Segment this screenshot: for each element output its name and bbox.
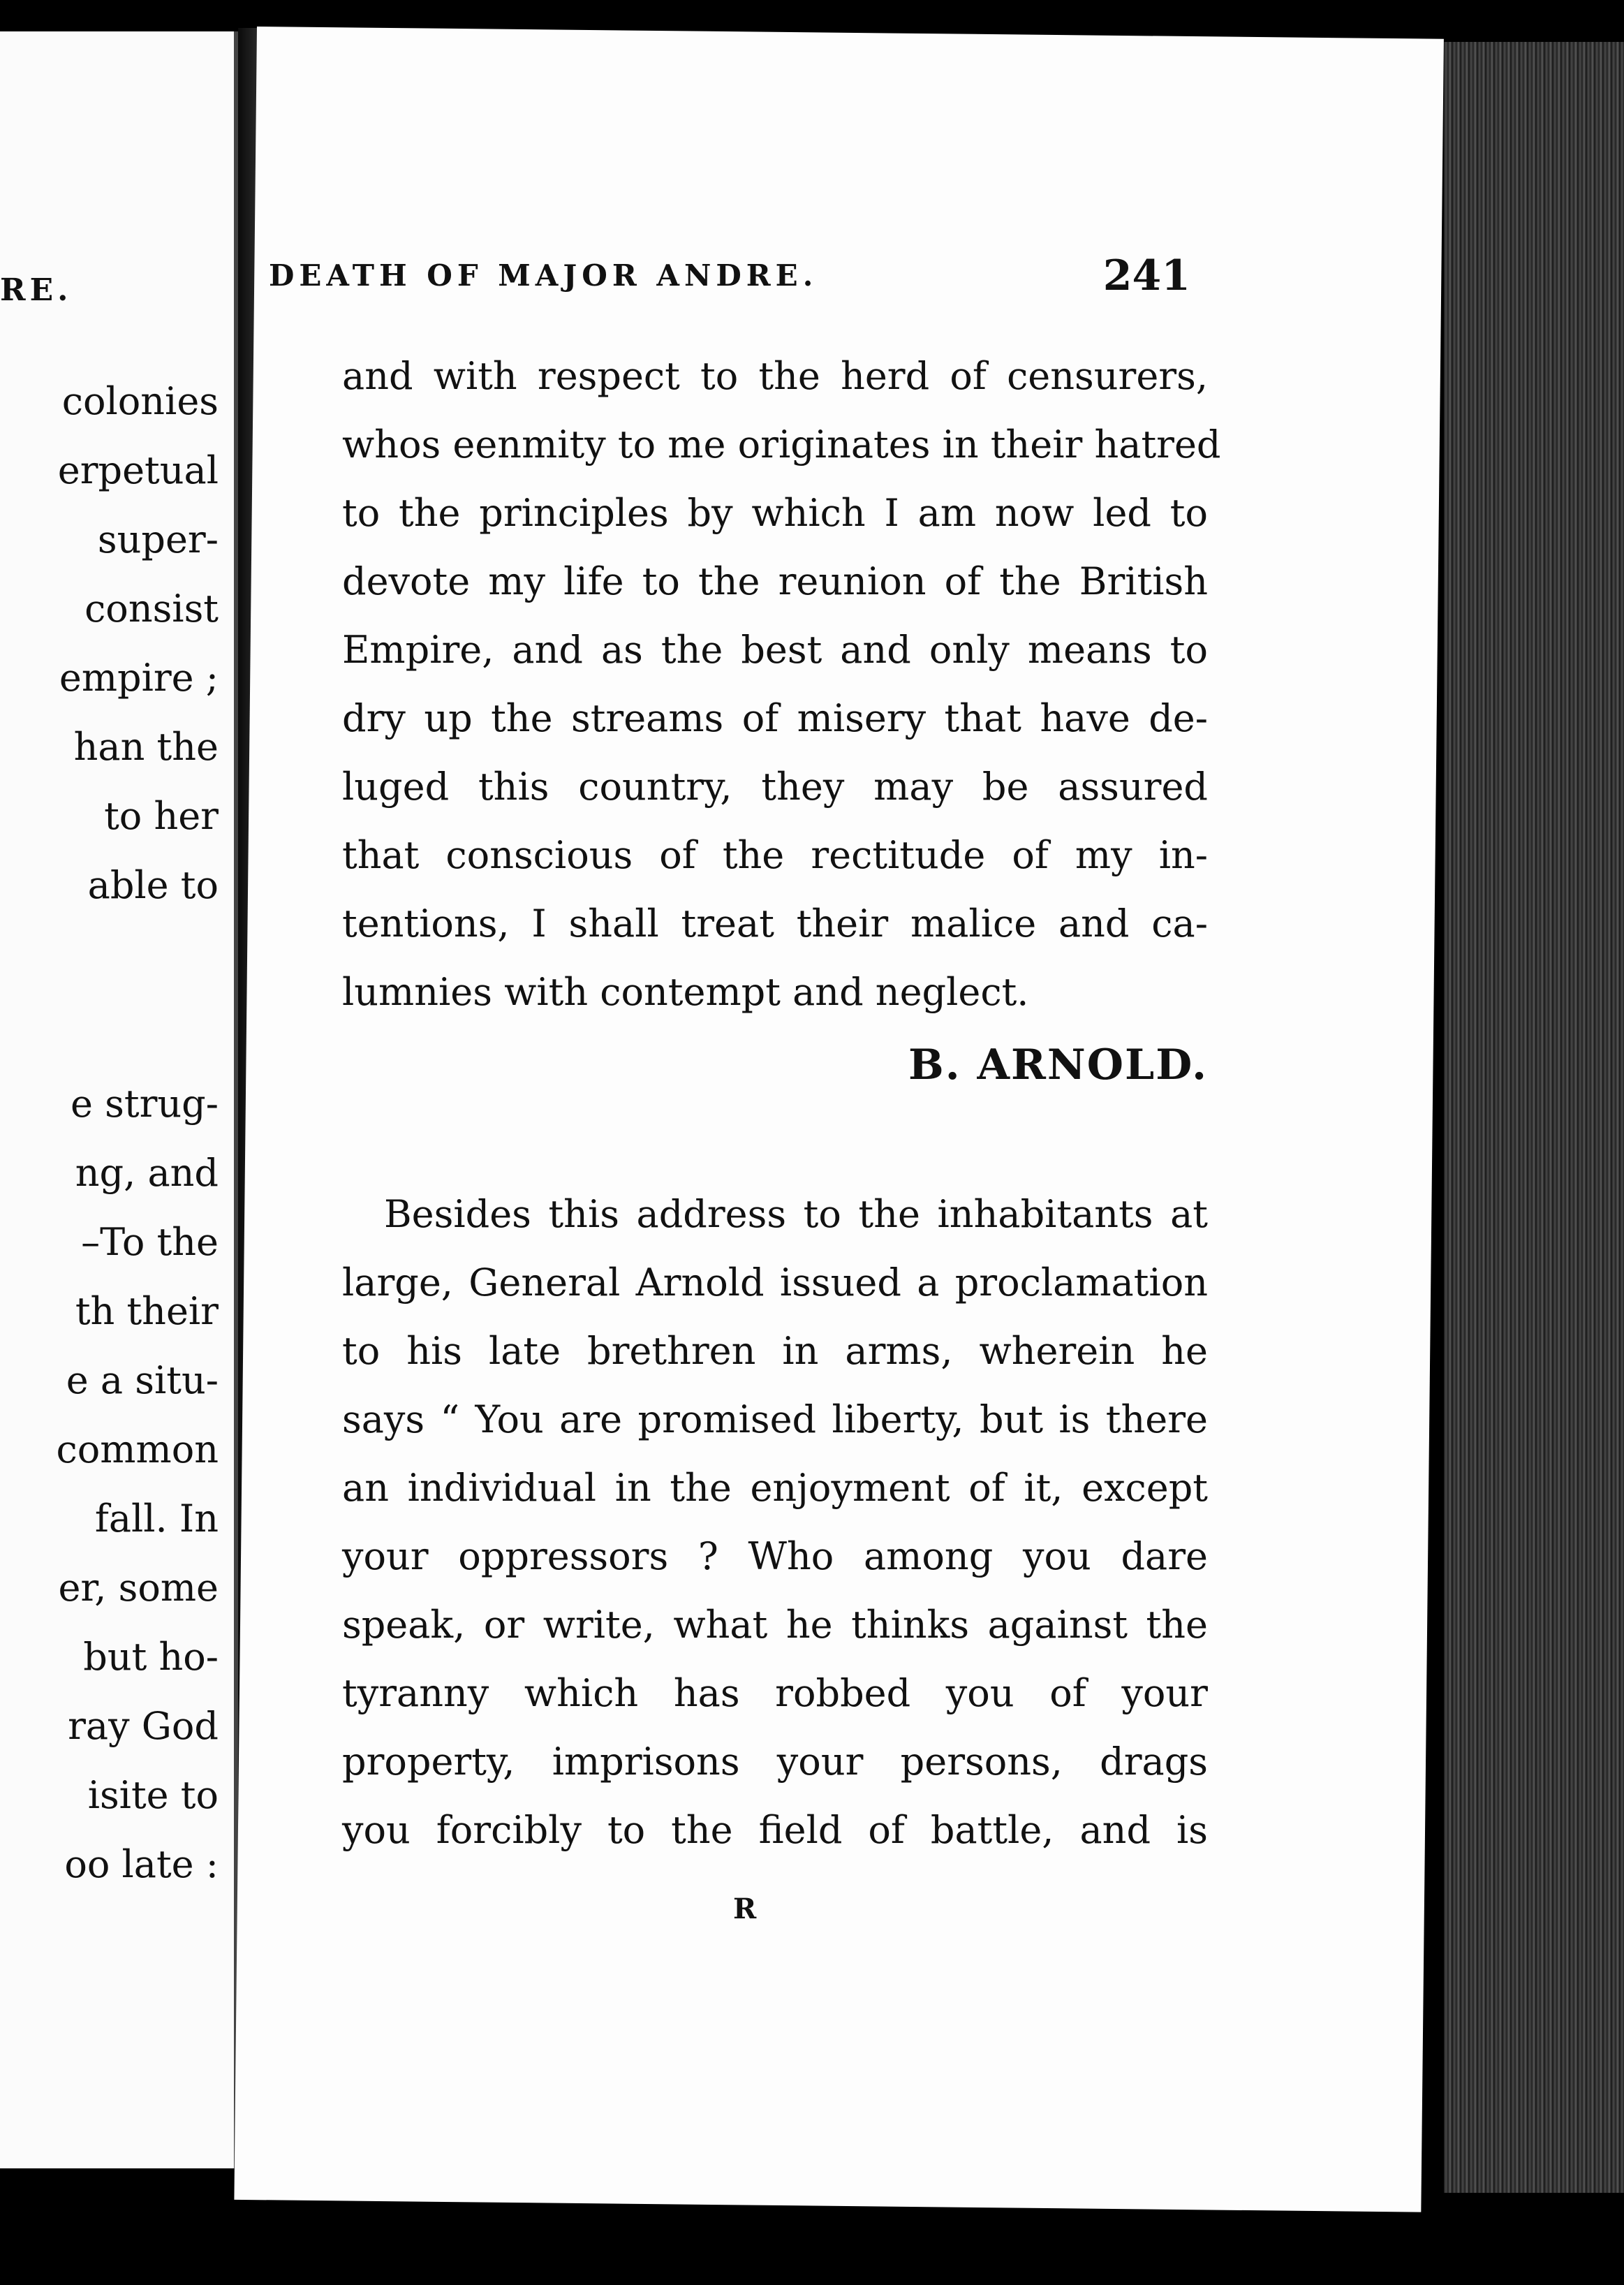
text-line: your oppressors ? Who among you dare (342, 1534, 1208, 1578)
text-line: and with respect to the herd of censurers, (342, 354, 1208, 398)
text-line: devote my life to the reunion of the British (342, 559, 1208, 603)
paragraph-gap (342, 1103, 1208, 1180)
text-line: e strug- (71, 1082, 219, 1126)
text-line: to his late brethren in arms, wherein he (342, 1329, 1208, 1373)
text-line: an individual in the enjoyment of it, except (342, 1466, 1208, 1510)
text-line: erpetual (57, 448, 219, 492)
text-line: super- (97, 517, 219, 561)
text-line: th their (75, 1289, 219, 1333)
text-line: speak, or write, what he thinks against the (342, 1603, 1208, 1647)
signature-mark: R (733, 1893, 757, 1925)
left-running-head: RE. (0, 272, 73, 308)
text-line: tyranny which has robbed you of your (342, 1671, 1208, 1715)
text-line: luged this country, they may be assured (342, 765, 1208, 809)
left-page-text (0, 367, 219, 1899)
running-head-title: DEATH OF MAJOR ANDRE. (269, 258, 818, 293)
text-line: property, imprisons your persons, drags (342, 1740, 1208, 1784)
page-edges (1444, 42, 1624, 2193)
text-line: isite to (87, 1773, 219, 1817)
text-line: fall. In (94, 1497, 219, 1541)
text-line: Empire, and as the best and only means to (342, 628, 1208, 672)
text-line: empire ; (59, 656, 219, 700)
running-head (269, 251, 1190, 300)
text-line: dry up the streams of misery that have de- (342, 696, 1208, 740)
text-line: tentions, I shall treat their malice and ca- (342, 902, 1208, 946)
text-line: colonies (61, 379, 219, 423)
text-line: lumnies with contempt and neglect. (342, 970, 1029, 1014)
text-line: common (56, 1427, 219, 1471)
text-line: e a situ- (66, 1358, 219, 1402)
text-line: oo late : (64, 1842, 219, 1886)
text-line: to the principles by which I am now led to (342, 491, 1208, 535)
text-line: Besides this address to the inhabitants at (384, 1192, 1208, 1236)
text-line: but ho- (83, 1635, 219, 1679)
page-number: 241 (1102, 251, 1190, 300)
letter-paragraph (342, 342, 1221, 1027)
narrative-paragraph (342, 1180, 1208, 1865)
right-page-text (342, 342, 1221, 1865)
text-line: large, General Arnold issued a proclamation (342, 1261, 1208, 1305)
text-line: that conscious of the rectitude of my in- (342, 833, 1208, 877)
text-line: consist (84, 587, 219, 631)
text-line: whos eenmity to me originates in their hatred (342, 423, 1221, 466)
text-line: to her (104, 794, 219, 838)
text-line: says “ You are promised liberty, but is there (342, 1397, 1208, 1441)
letter-signature: B. ARNOLD. (908, 1041, 1208, 1089)
text-line: han the (73, 725, 219, 769)
text-line: ray God (68, 1704, 219, 1748)
text-line: able to (87, 863, 219, 907)
text-line: ng, and (75, 1151, 219, 1195)
text-line: –To the (81, 1220, 219, 1264)
blank-gap (0, 940, 219, 1069)
text-line: you forcibly to the field of battle, and is (342, 1808, 1208, 1852)
left-page (0, 31, 238, 2168)
text-line: er, some (58, 1566, 219, 1610)
